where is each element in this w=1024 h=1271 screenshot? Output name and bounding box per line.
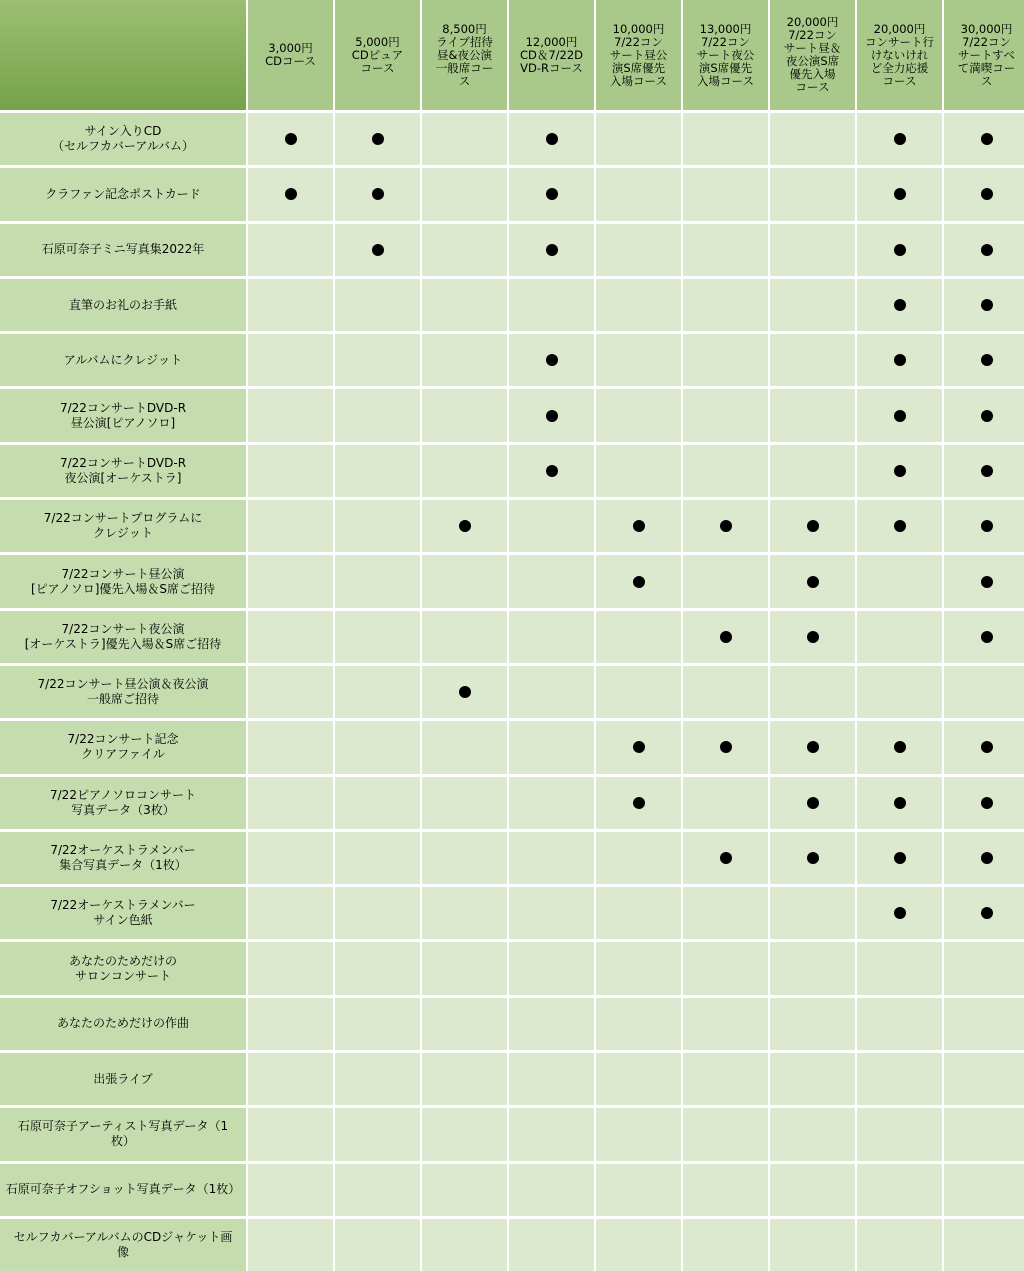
included-dot-icon xyxy=(372,188,384,200)
reward-cell xyxy=(596,1108,681,1160)
reward-cell xyxy=(509,279,594,331)
included-dot-icon xyxy=(981,133,993,145)
reward-label: セルフカバーアルバムのCDジャケット画 像 xyxy=(0,1219,246,1271)
included-dot-icon xyxy=(981,852,993,864)
reward-cell xyxy=(770,1053,855,1105)
reward-cell xyxy=(944,224,1024,276)
included-dot-icon xyxy=(894,797,906,809)
reward-cell xyxy=(335,113,420,165)
reward-cell xyxy=(944,389,1024,441)
reward-cell xyxy=(770,168,855,220)
reward-cell xyxy=(335,1108,420,1160)
reward-cell xyxy=(944,555,1024,607)
included-dot-icon xyxy=(546,465,558,477)
reward-cell xyxy=(248,887,333,939)
reward-cell xyxy=(248,334,333,386)
reward-cell xyxy=(596,942,681,994)
reward-cell xyxy=(944,279,1024,331)
included-dot-icon xyxy=(546,188,558,200)
reward-cell xyxy=(683,445,768,497)
reward-cell xyxy=(683,1108,768,1160)
reward-label: あなたのためだけの作曲 xyxy=(0,998,246,1050)
reward-cell xyxy=(683,500,768,552)
reward-cell xyxy=(683,721,768,773)
reward-cell xyxy=(944,1053,1024,1105)
included-dot-icon xyxy=(894,852,906,864)
included-dot-icon xyxy=(981,465,993,477)
reward-cell xyxy=(248,1108,333,1160)
reward-cell xyxy=(422,555,507,607)
reward-cell xyxy=(422,1053,507,1105)
included-dot-icon xyxy=(981,520,993,532)
included-dot-icon xyxy=(894,907,906,919)
reward-cell xyxy=(248,1219,333,1271)
included-dot-icon xyxy=(981,631,993,643)
included-dot-icon xyxy=(807,631,819,643)
reward-cell xyxy=(857,334,942,386)
included-dot-icon xyxy=(981,244,993,256)
reward-cell xyxy=(857,1053,942,1105)
reward-cell xyxy=(335,1164,420,1216)
reward-cell xyxy=(335,168,420,220)
reward-label: 7/22コンサート昼公演＆夜公演 一般席ご招待 xyxy=(0,666,246,718)
reward-cell xyxy=(770,611,855,663)
reward-cell xyxy=(248,168,333,220)
reward-cell xyxy=(422,1219,507,1271)
reward-label: 7/22コンサートDVD-R 昼公演[ピアノソロ] xyxy=(0,389,246,441)
included-dot-icon xyxy=(894,299,906,311)
included-dot-icon xyxy=(372,133,384,145)
reward-cell xyxy=(944,611,1024,663)
reward-cell xyxy=(596,168,681,220)
included-dot-icon xyxy=(981,188,993,200)
reward-cell xyxy=(683,611,768,663)
reward-cell xyxy=(944,168,1024,220)
reward-cell xyxy=(857,445,942,497)
reward-cell xyxy=(770,721,855,773)
reward-cell xyxy=(509,777,594,829)
reward-cell xyxy=(683,334,768,386)
reward-label: あなたのためだけの サロンコンサート xyxy=(0,942,246,994)
reward-cell xyxy=(944,113,1024,165)
reward-cell xyxy=(596,611,681,663)
reward-cell xyxy=(596,887,681,939)
reward-cell xyxy=(596,721,681,773)
reward-cell xyxy=(422,887,507,939)
reward-cell xyxy=(857,1164,942,1216)
reward-label: クラファン記念ポストカード xyxy=(0,168,246,220)
reward-cell xyxy=(596,334,681,386)
reward-cell xyxy=(857,777,942,829)
reward-cell xyxy=(422,445,507,497)
reward-cell xyxy=(335,998,420,1050)
reward-cell xyxy=(770,445,855,497)
reward-cell xyxy=(509,887,594,939)
included-dot-icon xyxy=(894,465,906,477)
reward-cell xyxy=(857,168,942,220)
reward-cell xyxy=(248,1053,333,1105)
reward-cell xyxy=(509,500,594,552)
reward-cell xyxy=(944,500,1024,552)
included-dot-icon xyxy=(981,354,993,366)
reward-cell xyxy=(509,666,594,718)
reward-cell xyxy=(857,721,942,773)
reward-cell xyxy=(422,666,507,718)
reward-cell xyxy=(248,721,333,773)
reward-cell xyxy=(422,279,507,331)
reward-label: 7/22ピアノソロコンサート 写真データ（3枚） xyxy=(0,777,246,829)
included-dot-icon xyxy=(633,797,645,809)
reward-cell xyxy=(248,832,333,884)
header-corner xyxy=(0,0,246,110)
reward-cell xyxy=(596,666,681,718)
reward-cell xyxy=(596,1219,681,1271)
included-dot-icon xyxy=(807,852,819,864)
reward-cell xyxy=(857,389,942,441)
reward-cell xyxy=(422,777,507,829)
reward-cell xyxy=(683,777,768,829)
reward-cell xyxy=(422,998,507,1050)
included-dot-icon xyxy=(894,244,906,256)
reward-cell xyxy=(857,998,942,1050)
reward-cell xyxy=(857,279,942,331)
reward-cell xyxy=(335,721,420,773)
reward-cell xyxy=(770,887,855,939)
reward-cell xyxy=(248,224,333,276)
reward-cell xyxy=(335,445,420,497)
reward-cell xyxy=(596,998,681,1050)
reward-label: 7/22コンサート夜公演 [オーケストラ]優先入場＆S席ご招待 xyxy=(0,611,246,663)
reward-cell xyxy=(770,113,855,165)
reward-label: アルバムにクレジット xyxy=(0,334,246,386)
reward-cell xyxy=(857,832,942,884)
included-dot-icon xyxy=(633,576,645,588)
reward-cell xyxy=(422,334,507,386)
reward-label: 7/22コンサート昼公演 [ピアノソロ]優先入場＆S席ご招待 xyxy=(0,555,246,607)
reward-label: 直筆のお礼のお手紙 xyxy=(0,279,246,331)
reward-cell xyxy=(944,832,1024,884)
reward-cell xyxy=(944,1219,1024,1271)
reward-cell xyxy=(422,832,507,884)
included-dot-icon xyxy=(546,354,558,366)
included-dot-icon xyxy=(372,244,384,256)
reward-cell xyxy=(770,500,855,552)
reward-cell xyxy=(944,887,1024,939)
reward-cell xyxy=(509,942,594,994)
reward-cell xyxy=(422,721,507,773)
reward-cell xyxy=(335,942,420,994)
reward-cell xyxy=(596,832,681,884)
reward-cell xyxy=(683,887,768,939)
reward-cell xyxy=(770,666,855,718)
reward-cell xyxy=(770,334,855,386)
reward-cell xyxy=(944,777,1024,829)
reward-cell xyxy=(857,1219,942,1271)
included-dot-icon xyxy=(894,133,906,145)
reward-cell xyxy=(683,1164,768,1216)
reward-cell xyxy=(683,942,768,994)
reward-cell xyxy=(770,1164,855,1216)
included-dot-icon xyxy=(807,797,819,809)
reward-cell xyxy=(596,224,681,276)
course-header: 3,000円 CDコース xyxy=(248,0,333,110)
reward-label: 7/22オーケストラメンバー 集合写真データ（1枚） xyxy=(0,832,246,884)
reward-cell xyxy=(509,555,594,607)
reward-cell xyxy=(509,998,594,1050)
reward-cell xyxy=(509,721,594,773)
reward-cell xyxy=(509,168,594,220)
reward-cell xyxy=(683,224,768,276)
course-header: 10,000円 7/22コン サート昼公 演S席優先 入場コース xyxy=(596,0,681,110)
reward-cell xyxy=(422,389,507,441)
reward-cell xyxy=(857,942,942,994)
reward-cell xyxy=(857,666,942,718)
reward-cell xyxy=(509,389,594,441)
reward-cell xyxy=(248,666,333,718)
reward-cell xyxy=(335,224,420,276)
course-header: 5,000円 CDピュア コース xyxy=(335,0,420,110)
reward-cell xyxy=(248,998,333,1050)
included-dot-icon xyxy=(720,741,732,753)
reward-cell xyxy=(509,1053,594,1105)
reward-cell xyxy=(596,1053,681,1105)
reward-cell xyxy=(335,887,420,939)
course-header: 13,000円 7/22コン サート夜公 演S席優先 入場コース xyxy=(683,0,768,110)
reward-cell xyxy=(683,279,768,331)
reward-cell xyxy=(683,1053,768,1105)
reward-cell xyxy=(335,334,420,386)
included-dot-icon xyxy=(894,410,906,422)
reward-cell xyxy=(596,113,681,165)
included-dot-icon xyxy=(633,741,645,753)
reward-cell xyxy=(596,279,681,331)
reward-cell xyxy=(944,1108,1024,1160)
reward-cell xyxy=(683,832,768,884)
reward-cell xyxy=(248,777,333,829)
included-dot-icon xyxy=(981,907,993,919)
reward-cell xyxy=(770,555,855,607)
included-dot-icon xyxy=(285,188,297,200)
reward-cell xyxy=(596,1164,681,1216)
included-dot-icon xyxy=(459,520,471,532)
reward-cell xyxy=(509,224,594,276)
course-header: 12,000円 CD＆7/22D VD-Rコース xyxy=(509,0,594,110)
reward-cell xyxy=(596,389,681,441)
reward-label: 出張ライブ xyxy=(0,1053,246,1105)
reward-cell xyxy=(335,555,420,607)
included-dot-icon xyxy=(894,188,906,200)
included-dot-icon xyxy=(981,576,993,588)
reward-cell xyxy=(944,942,1024,994)
reward-cell xyxy=(335,1219,420,1271)
reward-cell xyxy=(335,1053,420,1105)
reward-cell xyxy=(422,500,507,552)
included-dot-icon xyxy=(894,741,906,753)
included-dot-icon xyxy=(894,354,906,366)
reward-cell xyxy=(422,1108,507,1160)
included-dot-icon xyxy=(546,410,558,422)
reward-label: サイン入りCD （セルフカバーアルバム） xyxy=(0,113,246,165)
reward-cell xyxy=(335,832,420,884)
reward-cell xyxy=(944,721,1024,773)
included-dot-icon xyxy=(894,520,906,532)
reward-cell xyxy=(596,445,681,497)
reward-label: 7/22コンサートDVD-R 夜公演[オーケストラ] xyxy=(0,445,246,497)
reward-cell xyxy=(857,1108,942,1160)
included-dot-icon xyxy=(807,741,819,753)
reward-cell xyxy=(422,942,507,994)
reward-cell xyxy=(770,942,855,994)
reward-cell xyxy=(683,998,768,1050)
reward-cell xyxy=(509,334,594,386)
course-header: 20,000円 7/22コン サート昼＆ 夜公演S席 優先入場 コース xyxy=(770,0,855,110)
reward-cell xyxy=(944,666,1024,718)
reward-cell xyxy=(509,113,594,165)
included-dot-icon xyxy=(981,410,993,422)
reward-cell xyxy=(248,389,333,441)
reward-cell xyxy=(683,666,768,718)
included-dot-icon xyxy=(981,299,993,311)
included-dot-icon xyxy=(720,852,732,864)
reward-cell xyxy=(683,113,768,165)
reward-cell xyxy=(422,611,507,663)
reward-cell xyxy=(422,168,507,220)
reward-cell xyxy=(596,500,681,552)
reward-cell xyxy=(248,500,333,552)
reward-cell xyxy=(248,1164,333,1216)
included-dot-icon xyxy=(981,797,993,809)
reward-cell xyxy=(335,279,420,331)
reward-label: 石原可奈子オフショット写真データ（1枚） xyxy=(0,1164,246,1216)
reward-cell xyxy=(857,555,942,607)
reward-cell xyxy=(857,611,942,663)
reward-cell xyxy=(248,555,333,607)
included-dot-icon xyxy=(720,520,732,532)
reward-cell xyxy=(335,500,420,552)
reward-cell xyxy=(248,279,333,331)
reward-cell xyxy=(248,113,333,165)
reward-cell xyxy=(509,1219,594,1271)
included-dot-icon xyxy=(546,244,558,256)
reward-label: 7/22オーケストラメンバー サイン色紙 xyxy=(0,887,246,939)
reward-cell xyxy=(422,113,507,165)
reward-cell xyxy=(770,389,855,441)
reward-cell xyxy=(683,1219,768,1271)
reward-cell xyxy=(509,1164,594,1216)
reward-label: 石原可奈子アーティスト写真データ（1 枚） xyxy=(0,1108,246,1160)
included-dot-icon xyxy=(285,133,297,145)
reward-cell xyxy=(422,224,507,276)
reward-cell xyxy=(335,777,420,829)
reward-label: 石原可奈子ミニ写真集2022年 xyxy=(0,224,246,276)
reward-cell xyxy=(596,555,681,607)
included-dot-icon xyxy=(459,686,471,698)
reward-cell xyxy=(770,1108,855,1160)
reward-cell xyxy=(683,555,768,607)
included-dot-icon xyxy=(807,520,819,532)
reward-cell xyxy=(770,1219,855,1271)
reward-cell xyxy=(509,611,594,663)
reward-cell xyxy=(509,1108,594,1160)
included-dot-icon xyxy=(633,520,645,532)
reward-cell xyxy=(683,168,768,220)
reward-cell xyxy=(944,334,1024,386)
course-header: 8,500円 ライブ招待 昼&夜公演 一般席コー ス xyxy=(422,0,507,110)
reward-cell xyxy=(509,832,594,884)
reward-cell xyxy=(944,445,1024,497)
reward-cell xyxy=(770,998,855,1050)
reward-cell xyxy=(770,777,855,829)
reward-cell xyxy=(857,113,942,165)
reward-cell xyxy=(857,224,942,276)
included-dot-icon xyxy=(546,133,558,145)
course-header: 30,000円 7/22コン サートすべ て満喫コー ス xyxy=(944,0,1024,110)
reward-cell xyxy=(509,445,594,497)
course-header: 20,000円 コンサート行 けないけれ ど全力応援 コース xyxy=(857,0,942,110)
reward-cell xyxy=(335,611,420,663)
reward-cell xyxy=(944,998,1024,1050)
reward-cell xyxy=(248,942,333,994)
reward-cell xyxy=(770,279,855,331)
reward-label: 7/22コンサートプログラムに クレジット xyxy=(0,500,246,552)
reward-cell xyxy=(857,500,942,552)
included-dot-icon xyxy=(807,576,819,588)
reward-cell xyxy=(248,445,333,497)
included-dot-icon xyxy=(981,741,993,753)
reward-cell xyxy=(596,777,681,829)
reward-cell xyxy=(335,389,420,441)
reward-cell xyxy=(944,1164,1024,1216)
reward-cell xyxy=(683,389,768,441)
reward-cell xyxy=(857,887,942,939)
reward-cell xyxy=(248,611,333,663)
reward-cell xyxy=(335,666,420,718)
reward-cell xyxy=(770,832,855,884)
reward-cell xyxy=(422,1164,507,1216)
included-dot-icon xyxy=(720,631,732,643)
reward-label: 7/22コンサート記念 クリアファイル xyxy=(0,721,246,773)
reward-cell xyxy=(770,224,855,276)
